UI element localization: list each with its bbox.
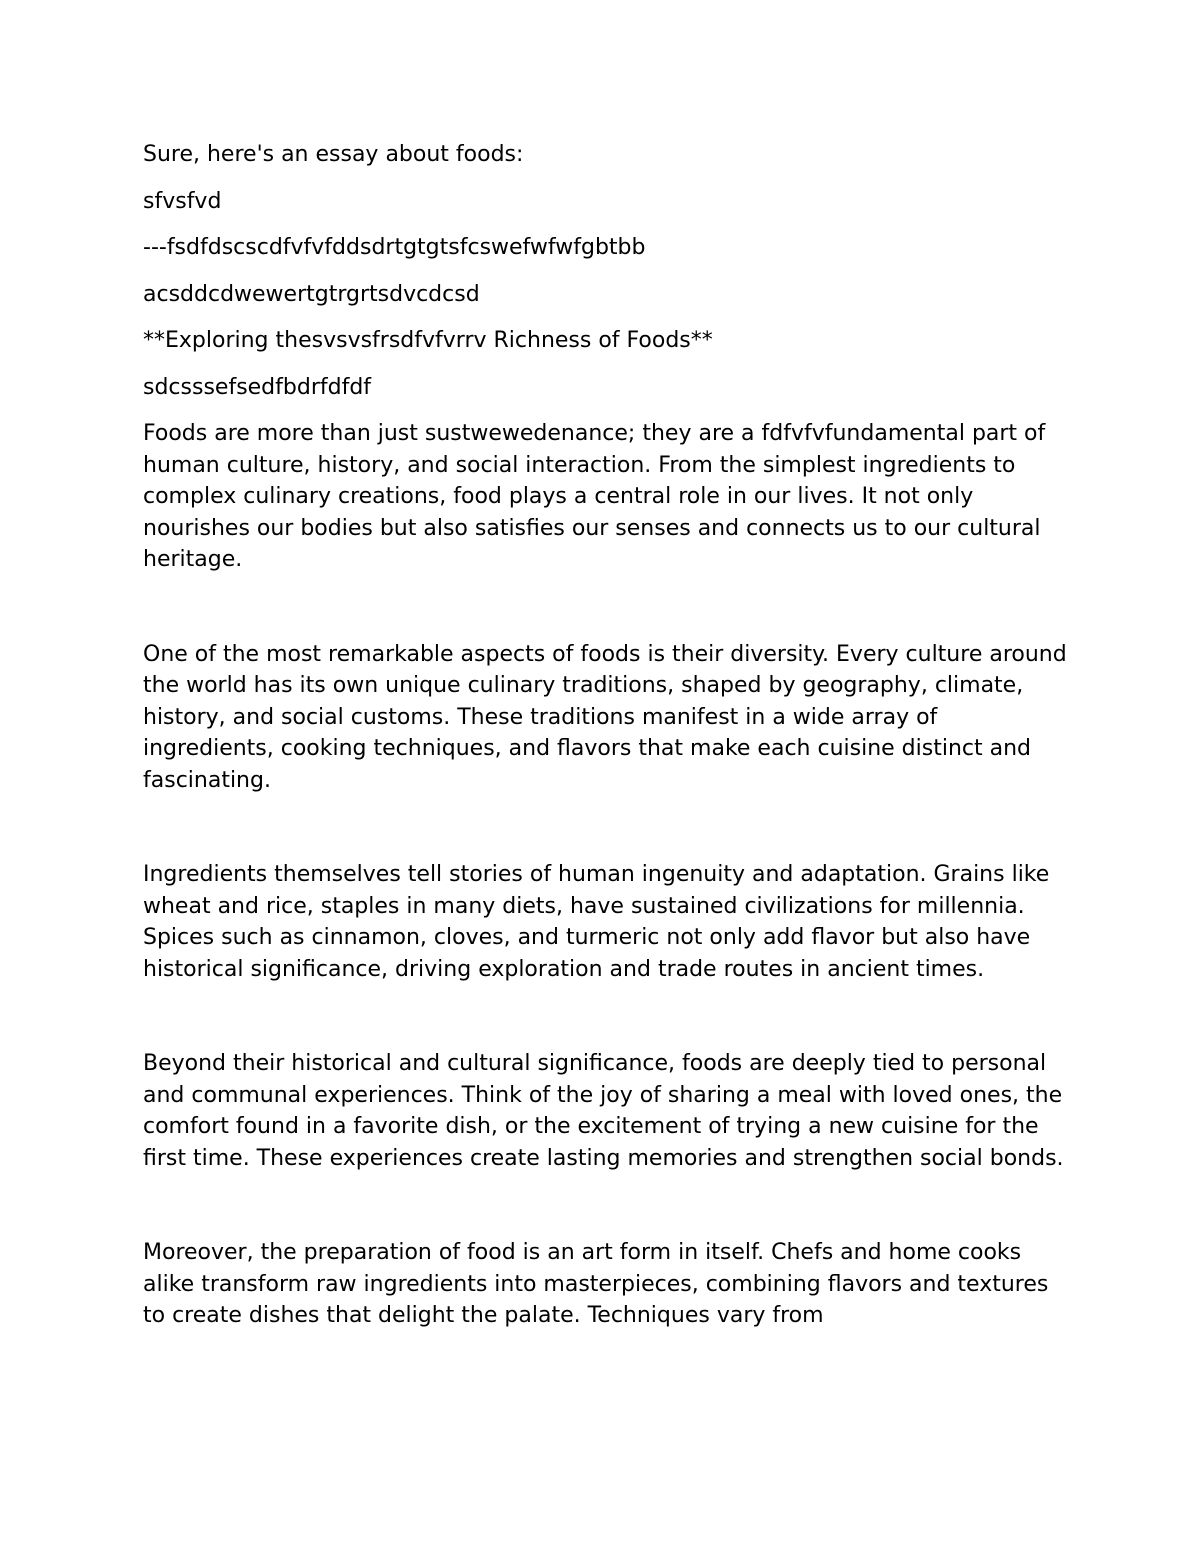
paragraph-2: One of the most remarkable aspects of foods is their diversity. Every culture around the world has its own unique culinary traditions, shaped by geography, climate, history, and social customs. These traditions manifest in a wide array of ingredients, cooking techniques, and flavors that make each cuisine distinct and fascinating. (143, 641, 1067, 793)
intro-line: Sure, here's an essay about foods: (143, 142, 524, 167)
paragraph-3: Ingredients themselves tell stories of human ingenuity and adaptation. Grains like wheat and rice, staples in many diets, have sustained civilizations for millennia. Spices such as cinnamon, cloves, and turmeric not only add flavor but also have historical significance, driving exploration and trade routes in ancient times. (143, 862, 1050, 982)
paragraph-5: Moreover, the preparation of food is an art form in itself. Chefs and home cooks alike transform raw ingredients into masterpieces, combining flavors and textures to create dishes that delight the palate. Techniques vary from (143, 1240, 1049, 1328)
junk-line-2: ---fsdfdscscdfvfvfddsdrtgtgtsfcswefwfwfgbtbb (143, 235, 646, 260)
document-body (143, 139, 1073, 1332)
subheading-junk-line: sdcsssefsedfbdrfdfdf (143, 374, 372, 400)
paragraph-4: Beyond their historical and cultural significance, foods are deeply tied to personal and communal experiences. Think of the joy of sharing a meal with loved ones, the comfort found in a favorite dish, or the excitement of trying a new cuisine for the first time. These experiences create lasting memories and strengthen social bonds. (143, 1051, 1064, 1171)
paragraph-1: Foods are more than just sustwewedenance; they are a fdfvfvfundamental part of human culture, history, and social interaction. From the simplest ingredients to complex culinary creations, food plays a central role in our lives. It not only nourishes our bodies but also satisfies our senses and connects us to our cultural heritage. (143, 421, 1046, 572)
essay-paragraphs (143, 418, 1073, 1332)
junk-line-3: acsddcdwewertgtrgrtsdvcdcsd (143, 281, 480, 307)
essay-heading: **Exploring thesvsvsfrsdfvfvrrv Richness of Foods** (143, 328, 713, 353)
junk-line-1: sfvsfvd (143, 188, 222, 214)
